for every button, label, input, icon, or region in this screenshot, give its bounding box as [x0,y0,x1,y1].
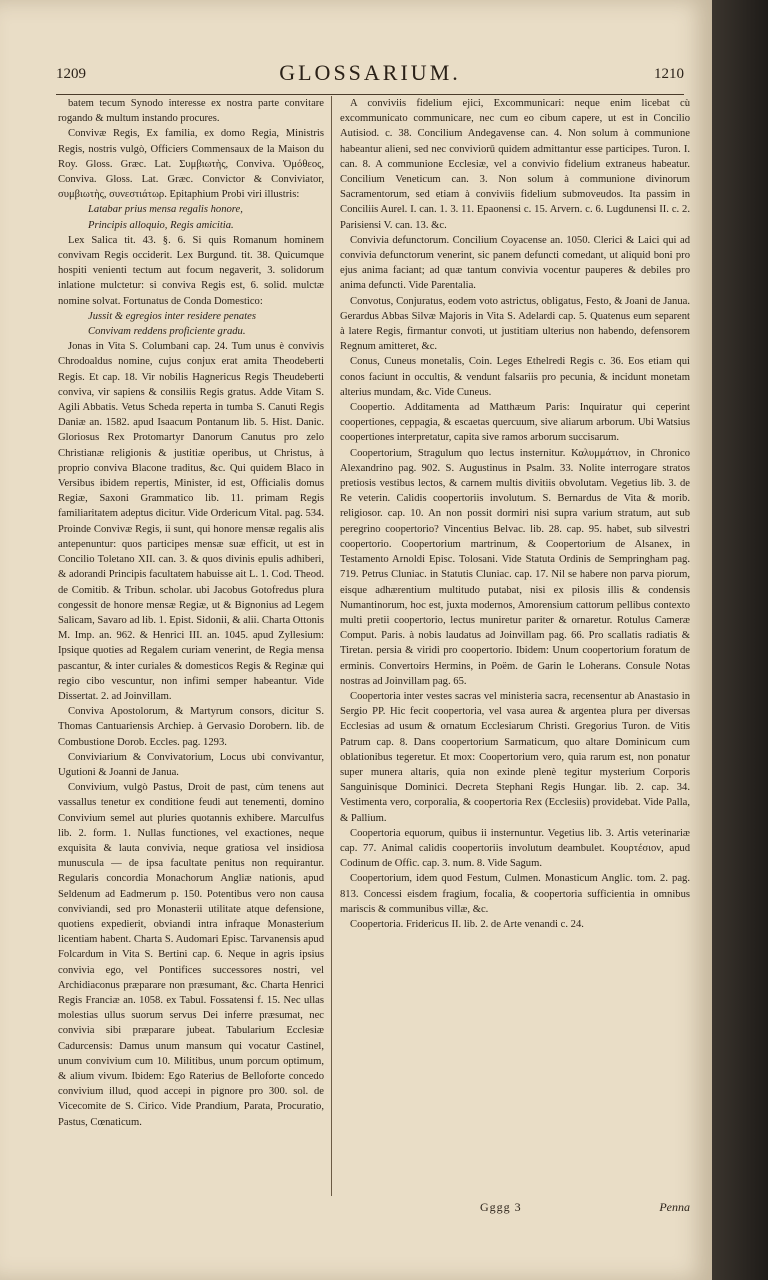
entry-paragraph: Conviva Apostolorum, & Martyrum consors, dicitur S. Thomas Cantuariensis Archiep. à Gervasio Dorobern. lib. de Combustione Dorob. Eccles. pag. 1293. [58,706,324,748]
entry-paragraph: Convotus, Conjuratus, eodem voto astrictus, obligatus, Festo, & Joani de Janua. Gerardus Abbas Silvæ Majoris in Vita S. Adelardi cap. 5. Quatenus eum separent à latere Regis, firmantur convoti, ut justitiam ulterius non habendo, defensorem Regnum amitteret, &c. [340,295,690,353]
entry-paragraph: Coopertorium, idem quod Festum, Culmen. Monasticum Anglic. tom. 2. pag. 813. Concessi eisdem fragium, focalia, & coopertoria sufficientia in omnibus mariscis & communibus villæ, &c. [340,873,690,915]
entry-paragraph: Coopertoria equorum, quibus ii insternuntur. Vegetius lib. 3. Artis veterinariæ cap. 77. Animal calidis coopertoriis involutum deambulet. Κουρτέσιον, apud Codinum de Offic. cap. 3. num. 8. Vide Sagum. [340,827,690,870]
entry-paragraph: Coopertorium, Stragulum quo lectus insternitur. Καλυμμάτιον, in Chronico Alexandrino pag. 902. S. Augustinus in Psalm. 33. Nolite interrogare stratos pretiosis vestibus lectos, & carnem multis divitiis obvolutam. Vegetius lib. 3. de Re veterin. Calidis coopertoriis involutum. S. Bernardus de Vita & morib. religiosor. cap. 10. An non possit dormiri nisi supra varium stratum, aut sub peregrino coopertorio? Vincentius Belvac. lib. 28. cap. 95. habet, sub silvestri coopertorio. Coopertorium martrinum, & Coopertorium de Alsanex, in Testamento Arnoldi Episc. Tolosani. Vide Statuta Ordinis de Sempringham pag. 719. Petrus Cluniac. in Statutis Cluniac. cap. 17. Nil se habere non parva piorum, eisque adhærentium multitudo putabat, nisi ex pilosis illis & condensis Numantinorum, hoc est, juxta modernos, Amorensium cattorum pellibus contexto multi pretii coopertorio, lectus muniretur pariter & ornaretur. Rotulus Cameræ Comput. Paris. à nobis laudatus ad Joinvillam pag. 66. Pro scallatis radiatis & Tiretan. persia & viridi pro coopertorio. Ibidem: Unum coopertorium foratum de erminis. Convertoirs Hermins, in Poëm. de Garin le Loherans. Consule Notas nostras ad Joinvillam pag. 65. [340,447,690,687]
entry-paragraph: Lex Salica tit. 43. §. 6. Si quis Romanum hominem convivam Regis occiderit. Lex Burgund. tit. 38. Quicumque hospiti venienti tectum aut focum negaverit, 3. solidorum inlatione mulctetur: si conviva Regis est, 6. solid. mulctæ nomine solvat. Fortunatus de Conda Domestico: [58,234,324,307]
page-edge-shadow [712,0,768,1280]
signature-mark: Gggg 3 [480,1200,522,1214]
running-title: GLOSSARIUM. [279,60,461,85]
entry-paragraph: Coopertio. Additamenta ad Matthæum Paris: Inquiratur qui ceperint coopertiones, ceppagia, & escaetas quercuum, sive aliarum arborum. Ubi Watsius coopertiones interpretatur, capita sive ramos arborum succisarum. [340,402,690,444]
column-divider [331,96,332,1196]
page-footer [340,1200,690,1218]
entry-paragraph: Convivæ Regis, Ex familia, ex domo Regia, Ministris Regis, nostris vulgò, Officiers Commensaux de la Maison du Roy. Gloss. Græc. Lat. Συμβιωτὴς, Conviva. Ὁμόθεος, Conviva. Gloss. Lat. Græc. Convictor & Conviviator, συμβιωτὴς, συνεστιάτωρ. Epitaphium Probi viri illustris: [58,128,324,201]
verse-line: Principis alloquio, Regis amicitia. [88,219,234,231]
page-header [56,60,684,95]
entry-paragraph: batem tecum Synodo interesse ex nostra parte convitare rogando & multum instando procures. [58,98,324,125]
right-column [340,96,690,1196]
entry-paragraph: Coopertoria inter vestes sacras vel ministeria sacra, recensentur ab Anastasio in Sergio PP. Hic fecit coopertoria, vel vasa aurea & argentea plura per diversas Ecclesias ad usum & ornatum Ecclesiarum Christi. Gregorius Turon. de Vitis Patrum cap. 8. Dans coopertorium Sarmaticum, quo altare Dominicum cum oblationibus tegeretur. Et mox: Coopertorium vero, quia rarum est, non ponatur super munera altaris, quia non exinde plenè tegitur mysterium Corporis Sanguinisque Dominici. Decreta Stephani Regis Hungar. lib. 2. cap. 34. Vestimenta vero, corporalia, & coopertoria Rex (Ecclesiis) providebat. Vide Palla, & Pallium. [340,690,690,824]
verse-line: Latabar prius mensa regalis honore, [88,204,243,216]
verse-line: Jussit & egregios inter residere penates [88,310,256,322]
entry-paragraph: Convivia defunctorum. Concilium Coyacense an. 1050. Clerici & Laici qui ad convivia defunctorum venerint, sic panem defuncti comedant, ut aliquid boni pro ejus anima faciant; ad quæ tantum convivia vocentur pauperes & debiles pro anima defuncti. Vide Parentalia. [340,234,690,292]
entry-paragraph: A conviviis fidelium ejici, Excommunicari: neque enim licebat cù excommunicato communicare, nec cum eo cibum capere, ut est in Concilio Autisiod. c. 38. Concilium Andegavense can. 4. Non solum à communione habeantur alieni, sed nec conviviorū quidem admittantur esse participes. Turon. I. can. 8. A communione Ecclesiæ, vel a convivio fidelium extraneus habeatur. Concilium Veneticum can. 3. Non solum à communione divinorum Sacramentorum, sed etiam à conviviis fidelium submoveudos. Ita passim in Conciliis Aurel. I. can. 1. 3. 11. Epaonensi c. 15. Arvern. c. 6. Lugdunensi II. c. 2. Parisiensi V. can. 13. &c. [340,98,690,231]
entry-paragraph: Jonas in Vita S. Columbani cap. 24. Tum unus è convivis Chrodoaldus nomine, cujus conjux erat amita Theodeberti Regis. Et cap. 18. Vir nobilis Hagnericus Regis Theudeberti conviva, vir sapiens & consiliis Regis gratus. Adde Vitam S. Agili Abbatis. Vetus Scheda reperta in tumba S. Canuti Regis Daniæ an. 1582. apud Isaacum Pontanum lib. 5. Hist. Danic. Gloriosus Rex Protomartyr Danorum Canutus pro zelo Christianæ religionis & justitiæ operibus, ut Christus, à proprio conviva Blacone traditus, &c. Qui quidem Blaco in Versibus ibidem repertis, Minister, id est, Officialis domus Regiæ, Saxoni Grammatico lib. 11. primam Regis familiaritatem adeptus dicitur. Vide Ordericum Vital. pag. 534. Proinde Convivæ Regis, ii sunt, qui honore mensæ regalis alis antepenuntur: quos participes mensæ suæ efficit, ut est in Concilio Toletano XII. can. 3. & quos divinis epulis adhiberi, & adorandi Principis facultatem habuisse ait L. 1. Cod. Theod. de Comitib. & Tribun. scholar. ubi Jacobus Gotofredus plura congessit de honore mensæ Regiæ, ut & Bignonius ad Legem Salicam, Savaro ad lib. 1. Epist. Sidonii, & alii. Charta Ottonis M. Imp. an. 962. & Henrici III. an. 1045. apud Zyllesium: Ipsique quoties ad Regalem curiam venerint, de Regia mensa pascantur, & inter curiales & domesticos Regis & Reginæ qui regio cibo vescuntur, non infimi semper habeantur. Vide Dissertat. 2. ad Joinvillam. [58,341,324,702]
left-column [58,96,324,1196]
entry-paragraph: Coopertoria. Fridericus II. lib. 2. de Arte venandi c. 24. [350,918,584,930]
entry-paragraph: Conus, Cuneus monetalis, Coin. Leges Ethelredi Regis c. 36. Eos etiam qui conos faciunt in occultis, & vendunt falsariis pro pecunia, & incidunt monetam alterius mundam, &c. Vide Cuneus. [340,356,690,398]
catchword: Penna [659,1200,690,1214]
entry-paragraph: Convivium, vulgò Pastus, Droit de past, cùm tenens aut vassallus tenetur ex conditione feudi aut tenementi, domino Convivium semel aut pluries quotannis exhibere. Marculfus lib. 2. form. 1. Nullas functiones, vel exactiones, neque exquisita & lauta convivia, neque gratiosa vel insidiosa munuscula — de ipsa facultate penitus non requirantur. Regularis concordia Monachorum Angliæ nationis, apud Seldenum ad Eadmerum p. 150. Potentibus vero non causa conviviandi, sed pro Monasterii utilitate atque defensione, quotiens expedierit, obviandi intra infraque Monasterium licentiam habent. Charta S. Audomari Episc. Tarvanensis apud Folcardum in Vita S. Bertini cap. 6. Neque in agris ipsius convivia ego, vel Pontifices successores nostri, vel Archidiaconus præparare non præsumant, &c. Charta Henrici Regis Franciæ an. 1058. ex Tabul. Fossatensi f. 15. Nec ullas molestias ullus suorum servus Dei inferre præsumat, nec convivia sibi præparare jubeat. Tabularium Ecclesiæ Cadurcensis: Damus unum mansum qui vocatur Castinel, unum convivium cum 10. Militibus, unum porcum optimum, & alium vivum. Ibidem: Ego Raterius de Belloforte concedo convivium illud, quod accepi in pignore pro 300. sol. de Vicecomite de S. Cirico. Vide Prandium, Parata, Procuratio, Pastus, Cœnaticum. [58,782,324,1128]
page-number-right: 1210 [654,66,684,82]
verse-line: Convivam reddens proficiente gradu. [88,326,246,338]
entry-paragraph: Conviviarium & Convivatorium, Locus ubi convivantur, Ugutioni & Joanni de Janua. [58,751,324,778]
page-number-left: 1209 [56,66,86,82]
